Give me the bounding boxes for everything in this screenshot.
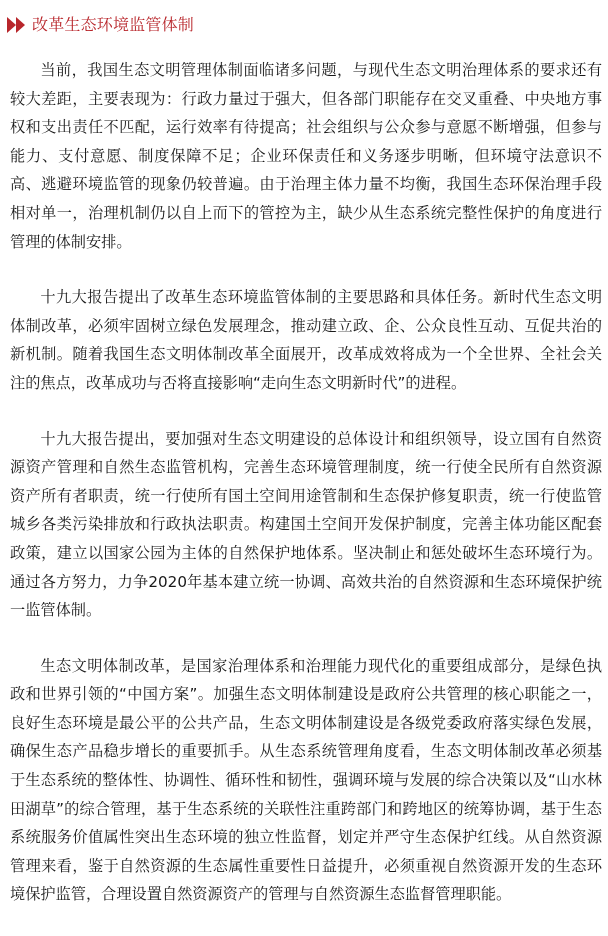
paragraph-2: 十九大报告提出了改革生态环境监管体制的主要思路和具体任务。新时代生态文明体制改革，必须牢固树立绿色发展理念，推动建立政、企、公众良性互动、互促共治的新机制。随着我国生态文明体制改革全面展开，改革成效将成为一个全世界、全社会关注的焦点，改革成功与否将直接影响“走向生态文明新时代”的进程。 [10, 288, 602, 392]
double-triangle-right-icon [6, 15, 28, 35]
paragraph-3: 十九大报告提出，要加强对生态文明建设的总体设计和组织领导，设立国有自然资源资产管理和自然生态监管机构，完善生态环境管理制度，统一行使全民所有自然资源资产所有者职责，统一行使所有国土空间用途管制和生态保护修复职责，统一行使监管城乡各类污染排放和行政执法职责。构建国土空间开发保护制度，完善主体功能区配套政策，建立以国家公园为主体的自然保护地体系。坚决制止和惩处破坏生态环境行为。通过各方努力，力争2020年基本建立统一协调、高效共治的自然资源和生态环境保护统一监管体制。 [10, 429, 602, 620]
section-heading [6, 12, 194, 38]
section-title: 改革生态环境监管体制 [32, 15, 195, 34]
article-body [10, 56, 602, 936]
paragraph-1: 当前，我国生态文明管理体制面临诸多问题，与现代生态文明治理体系的要求还有较大差距，主要表现为：行政力量过于强大，但各部门职能存在交叉重叠、中央地方事权和支出责任不匹配，运行效率有待提高；社会组织与公众参与意愿不断增强，但参与能力、支付意愿、制度保障不足；企业环保责任和义务逐步明晰，但环境守法意识不高、逃避环境监管的现象仍较普遍。由于治理主体力量不均衡，我国生态环保治理手段相对单一，治理机制仍以自上而下的管控为主，缺少从生态系统完整性保护的角度进行管理的体制安排。 [10, 61, 602, 251]
paragraph-4: 生态文明体制改革，是国家治理体系和治理能力现代化的重要组成部分，是绿色执政和世界引领的“中国方案”。加强生态文明体制建设是政府公共管理的核心职能之一，良好生态环境是最公平的公共产品，生态文明体制建设是各级党委政府落实绿色发展，确保生态产品稳步增长的重要抓手。从生态系统管理角度看，生态文明体制改革必须基于生态系统的整体性、协调性、循环性和韧性，强调环境与发展的综合决策以及“山水林田湖草”的综合管理，基于生态系统的关联性注重跨部门和跨地区的统筹协调，基于生态系统服务价值属性突出生态环境的独立性监督，划定并严守生态保护红线。从自然资源管理来看，鉴于自然资源的生态属性重要性日益提升，必须重视自然资源开发的生态环境保护监管，合理设置自然资源资产的管理与自然资源生态监督管理职能。 [10, 656, 602, 904]
